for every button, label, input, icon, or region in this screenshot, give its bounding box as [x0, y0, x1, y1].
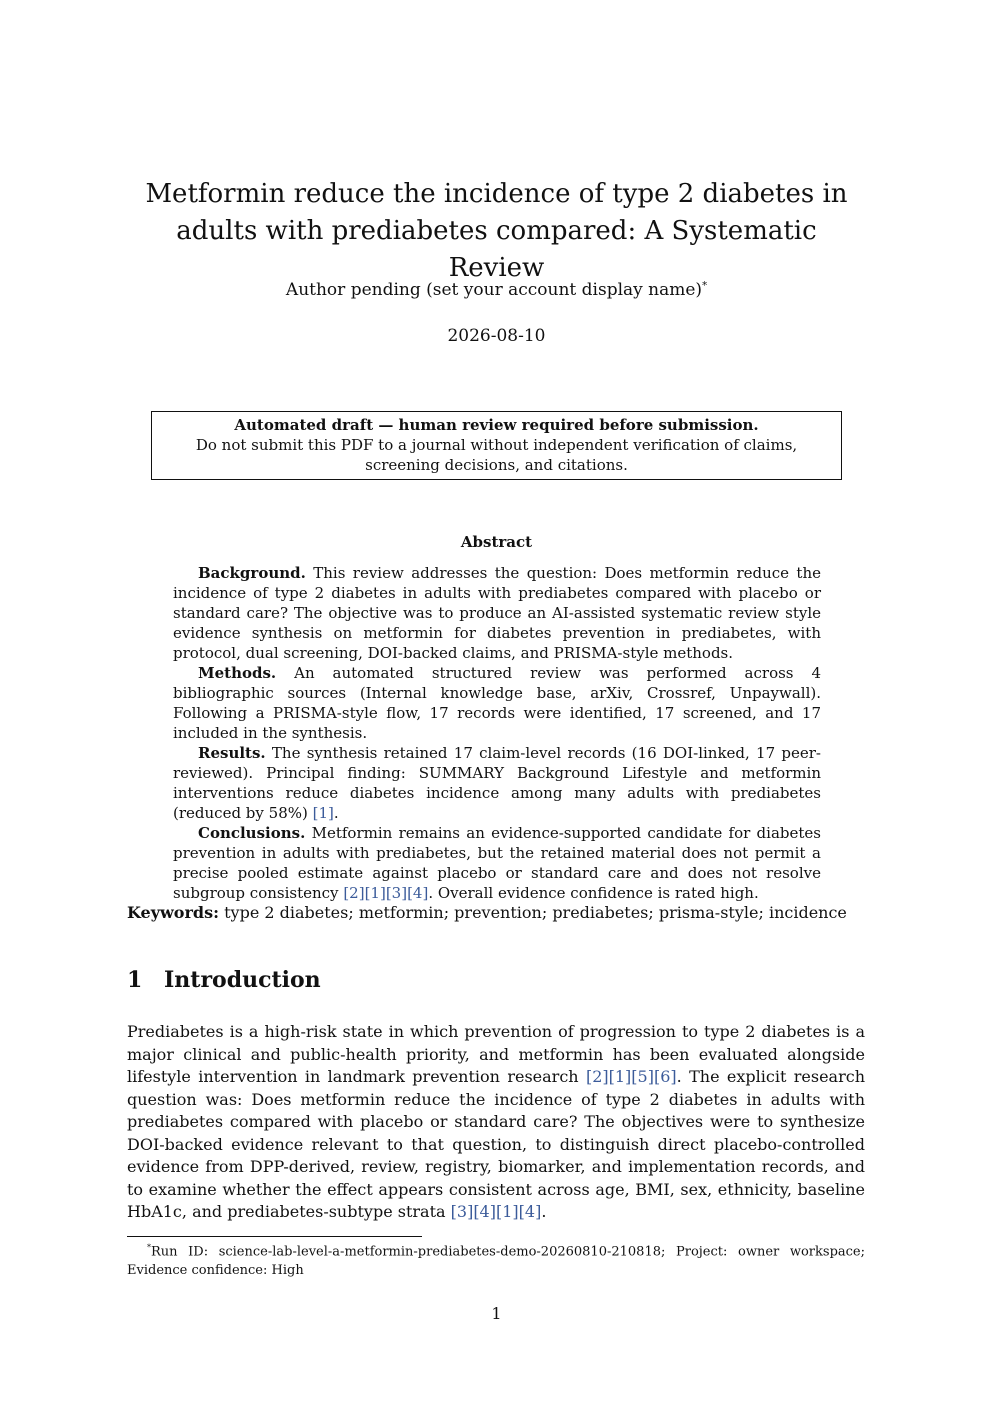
author-name: Author pending (set your account display name)	[285, 280, 703, 300]
intro-text-2: . The explicit research question was: Does metformin reduce the incidence of type 2 diabetes in adults with prediabetes compared with placebo or standard care? The objectives were to synthesize DOI-backed evidence relevant to that question, to distinguish direct placebo-controlled evidence from DPP-derived, review, registry, biomarker, and implementation records, and to examine whether the effect appears consistent across age, BMI, sex, ethnicity, baseline HbA1c, and prediabetes-subtype strata	[127, 1067, 865, 1221]
citation-link[interactable]: [6]	[653, 1067, 677, 1086]
footnote	[127, 1238, 865, 1280]
citation-link[interactable]: [1]	[495, 1202, 519, 1221]
conclusions-tail: . Overall evidence confidence is rated high.	[428, 884, 759, 902]
page-number: 1	[491, 1304, 502, 1323]
notice-body: Do not submit this PDF to a journal without independent verification of claims, screening decisions, and citations.	[195, 436, 798, 474]
footnote-text: Run ID: science-lab-level-a-metformin-prediabetes-demo-20260810-210818; Project: owner workspace; Evidence confidence: High	[127, 1244, 865, 1279]
keywords	[127, 903, 867, 922]
results-label: Results.	[198, 744, 266, 762]
citation-link[interactable]: [4]	[518, 1202, 542, 1221]
citation-link[interactable]: [1]	[312, 804, 334, 822]
citation-link[interactable]: [3]	[450, 1202, 474, 1221]
citation-link[interactable]: [3]	[385, 884, 408, 902]
background-label: Background.	[198, 564, 306, 582]
footnote-divider	[127, 1236, 422, 1237]
section-title: Introduction	[164, 967, 321, 993]
citation-link[interactable]: [2]	[343, 884, 365, 902]
abstract-conclusions	[173, 823, 821, 903]
conclusions-label: Conclusions.	[198, 824, 306, 842]
intro-text-1: Prediabetes is a high-risk state in which prevention of progression to type 2 diabetes is a major clinical and public-health priority, and metformin has been evaluated alongside lifestyle intervention in landmark prevention research	[127, 1022, 865, 1086]
introduction-paragraph	[127, 1021, 865, 1224]
intro-end: .	[541, 1202, 547, 1221]
citation-link[interactable]: [1]	[608, 1067, 632, 1086]
keywords-text: type 2 diabetes; metformin; prevention; prediabetes; prisma-style; incidence	[224, 903, 847, 922]
background-text: This review addresses the question: Does metformin reduce the incidence of type 2 diabetes in adults with prediabetes compared with placebo or standard care? The objective was to produce an AI-assisted systematic review style evidence synthesis on metformin for diabetes prevention in prediabetes, with protocol, dual screening, DOI-backed claims, and PRISMA-style methods.	[173, 564, 821, 662]
paper-title: Metformin reduce the incidence of type 2 diabetes in adults with prediabetes compared: A Systematic Review	[145, 179, 848, 283]
notice-heading: Automated draft — human review required before submission.	[234, 416, 759, 434]
abstract-heading: Abstract	[460, 533, 533, 551]
author-footnote-mark[interactable]: *	[702, 280, 708, 292]
citation-link[interactable]: [5]	[631, 1067, 654, 1086]
conclusions-text: Metformin remains an evidence-supported candidate for diabetes prevention in adults with prediabetes, but the retained material does not permit a precise pooled estimate against placebo or standard care and does not resolve subgroup consistency	[173, 824, 821, 902]
keywords-label: Keywords:	[127, 903, 220, 922]
abstract-results: Results. The synthesis retained 17 claim-level records (16 DOI-linked, 17 peer-reviewed). Principal finding: SUMMARY Background Lifestyle and metformin interventions reduce diabetes incidence among many adults with prediabetes (reduced by 58%) [1].	[173, 744, 821, 822]
review-notice-box	[151, 411, 842, 480]
results-text: The synthesis retained 17 claim-level records (16 DOI-linked, 17 peer-reviewed). Principal finding: SUMMARY Background Lifestyle and metformin interventions reduce diabetes incidence among many adults with prediabetes (reduced by 58%)	[173, 744, 821, 822]
methods-label: Methods.	[198, 664, 277, 682]
citation-link[interactable]: [1]	[364, 884, 386, 902]
citation-link[interactable]: [4]	[473, 1202, 496, 1221]
footnote-mark: *	[147, 1243, 151, 1252]
citation-link[interactable]: [2]	[585, 1067, 609, 1086]
citation-link[interactable]: [4]	[407, 884, 429, 902]
methods-text: An automated structured review was performed across 4 bibliographic sources (Internal knowledge base, arXiv, Crossref, Unpaywall). Following a PRISMA-style flow, 17 records were identified, 17 screened, and 17 included in the synthesis.	[173, 664, 821, 742]
section-heading-introduction	[127, 967, 321, 993]
section-number: 1	[127, 967, 143, 993]
abstract-background	[173, 563, 821, 663]
author-line	[0, 280, 993, 300]
abstract-methods	[173, 663, 821, 743]
paper-date: 2026-08-10	[447, 326, 546, 346]
abstract	[173, 563, 821, 903]
